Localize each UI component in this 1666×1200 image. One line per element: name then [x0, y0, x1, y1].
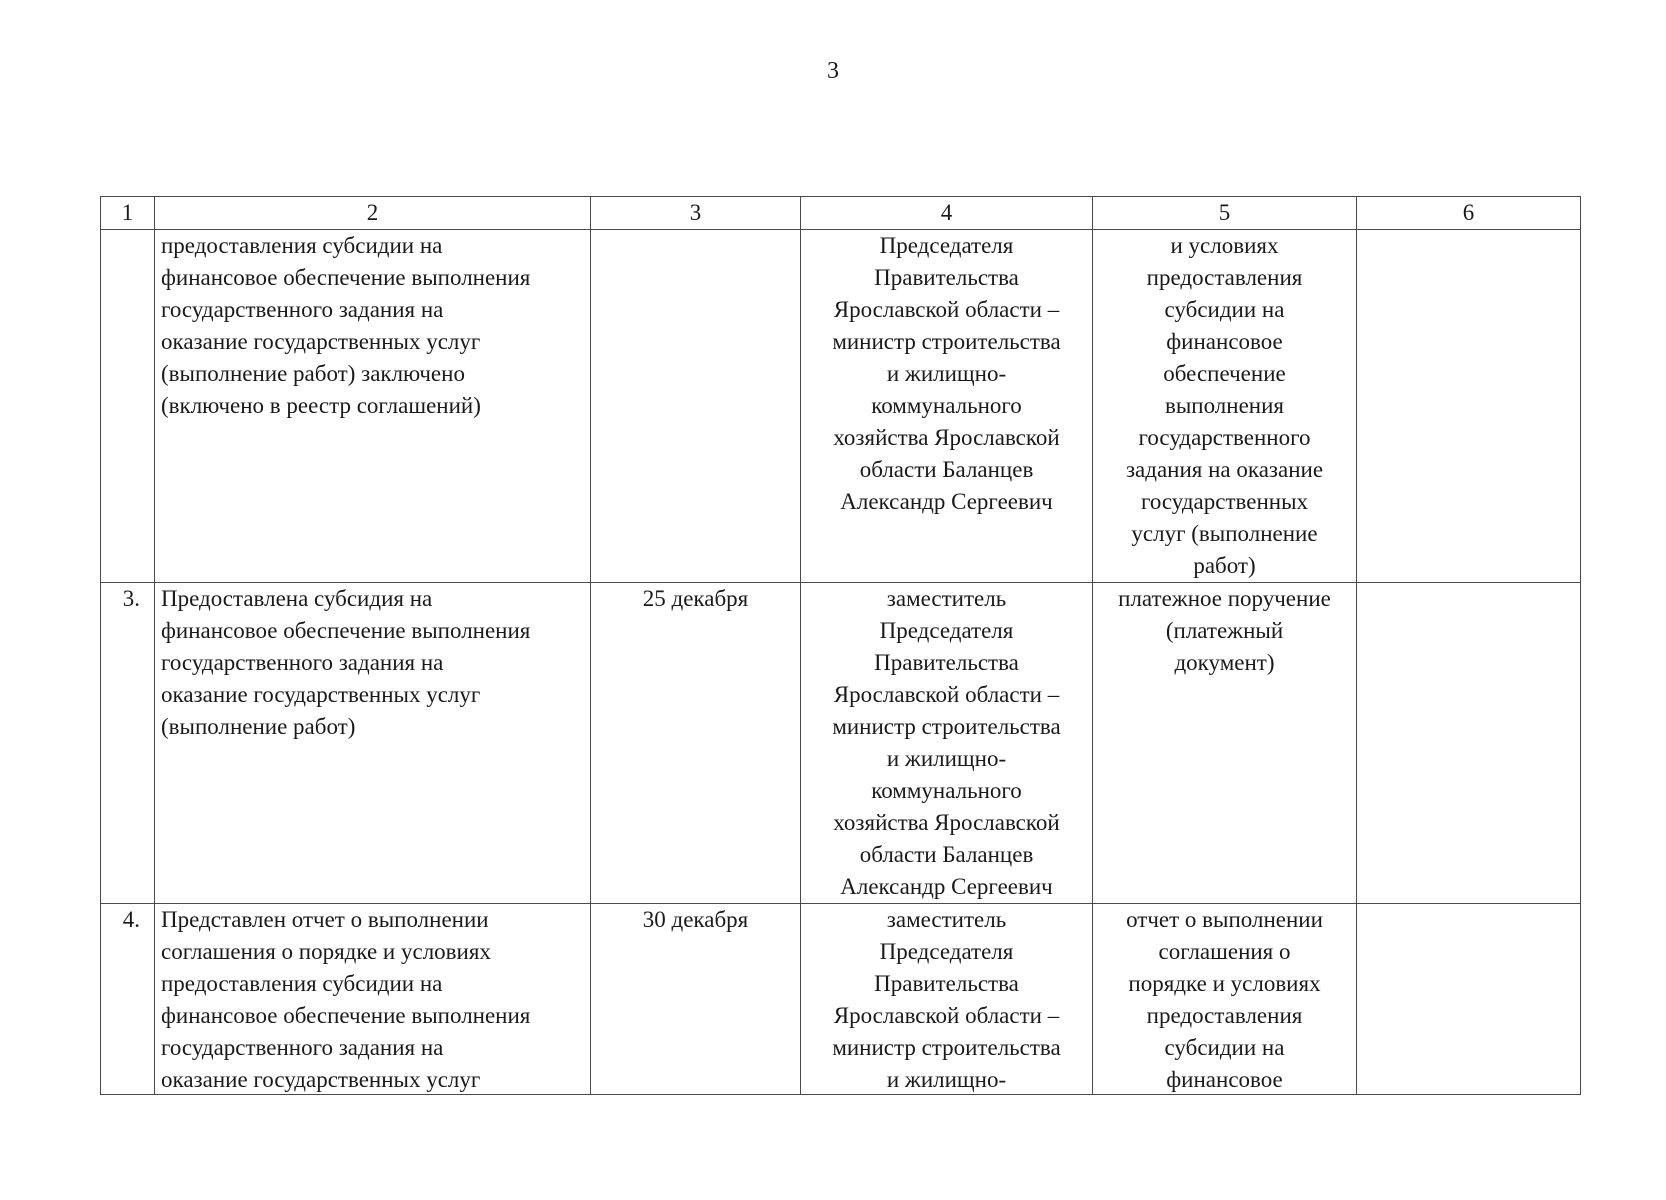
header-col-2: 2 — [155, 197, 591, 230]
table-header — [101, 197, 1581, 230]
responsible-cell — [801, 904, 1093, 1095]
responsible-cell — [801, 583, 1093, 904]
responsible-text: заместитель Председателя Правительства Ярославской области – министр строительства и жилищно- коммунального хозяйства Ярославской области Баланцев Александр Сергеевич — [832, 586, 1061, 899]
event-text: Предоставлена субсидия на финансовое обеспечение выполнения государственного задания на оказание государственных услуг (выполнение работ) — [161, 586, 531, 739]
row-number: 3. — [122, 586, 140, 611]
deadline-cell — [591, 230, 801, 583]
document-cell — [1093, 583, 1357, 904]
note-cell — [1357, 230, 1581, 583]
event-text: Представлен отчет о выполнении соглашения о порядке и условиях предоставления субсидии на финансовое обеспечение выполнения государственного задания на оказание государственных услуг — [161, 907, 531, 1092]
document-text: отчет о выполнении соглашения о порядке и условиях предоставления субсидии на финансовое — [1126, 907, 1323, 1092]
document-text: платежное поручение (платежный документ) — [1118, 586, 1331, 675]
header-col-5: 5 — [1093, 197, 1357, 230]
document-text: и условиях предоставления субсидии на финансовое обеспечение выполнения государственного задания на оказание государственных услуг (выполнение работ) — [1125, 233, 1324, 578]
schedule-table — [100, 196, 1581, 1095]
deadline-text: 30 декабря — [642, 907, 749, 932]
header-col-4: 4 — [801, 197, 1093, 230]
table-row — [101, 904, 1581, 1095]
table-body — [101, 230, 1581, 1095]
page-number: 3 — [827, 58, 839, 84]
deadline-cell — [591, 904, 801, 1095]
table-row — [101, 230, 1581, 583]
document-cell — [1093, 904, 1357, 1095]
row-number: 4. — [122, 907, 140, 932]
document-cell — [1093, 230, 1357, 583]
event-cell — [155, 230, 591, 583]
responsible-cell — [801, 230, 1093, 583]
header-col-1: 1 — [101, 197, 155, 230]
row-number-cell — [101, 904, 155, 1095]
responsible-text: Председателя Правительства Ярославской области – министр строительства и жилищно- коммунального хозяйства Ярославской области Баланцев Александр Сергеевич — [832, 233, 1061, 514]
header-col-6: 6 — [1357, 197, 1581, 230]
event-cell — [155, 583, 591, 904]
row-number-cell — [101, 230, 155, 583]
responsible-text: заместитель Председателя Правительства Ярославской области – министр строительства и жилищно- — [832, 907, 1061, 1092]
deadline-text: 25 декабря — [642, 586, 749, 611]
event-cell — [155, 904, 591, 1095]
header-row — [101, 197, 1581, 230]
header-col-3: 3 — [591, 197, 801, 230]
note-cell — [1357, 583, 1581, 904]
deadline-cell — [591, 583, 801, 904]
event-text: предоставления субсидии на финансовое обеспечение выполнения государственного задания на оказание государственных услуг (выполнение работ) заключено (включено в реестр соглашений) — [161, 233, 531, 418]
table-row — [101, 583, 1581, 904]
note-cell — [1357, 904, 1581, 1095]
row-number-cell — [101, 583, 155, 904]
